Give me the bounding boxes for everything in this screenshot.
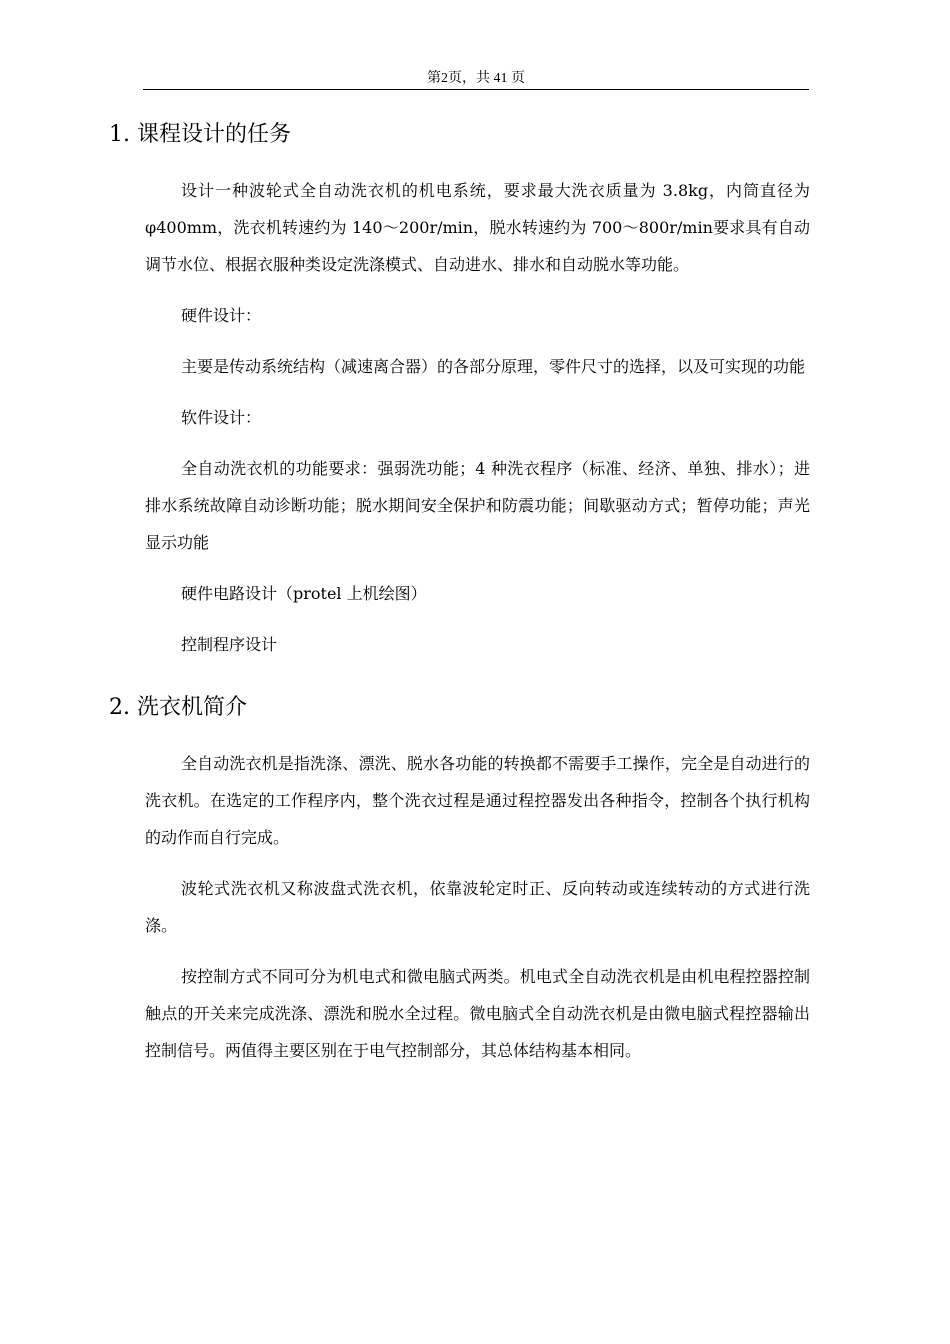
section-heading-intro: 2. 洗衣机简介 [109,695,247,720]
paragraph-software-label: 软件设计： [181,408,262,427]
paragraph-task-description: 设计一种波轮式全自动洗衣机的机电系统，要求最大洗衣质量为 3.8kg，内筒直径为φ400mm，洗衣机转速约为 140～200r/min，脱水转速约为 700～800r/min要求具有自动调节水位、根据衣服种类设定洗涤模式、自动进水、排水和自动脱水等功能。 [145,181,810,274]
page-header [143,71,809,90]
paragraph-control-program: 控制程序设计 [181,635,278,654]
page-number: 第2页，共 41 页 [427,71,525,86]
paragraph-intro-impeller: 波轮式洗衣机又称波盘式洗衣机，依靠波轮定时正、反向转动或连续转动的方式进行洗涤。 [145,879,810,935]
paragraph-circuit-design: 硬件电路设计（protel 上机绘图） [181,584,427,603]
paragraph-intro-control-types: 按控制方式不同可分为机电式和微电脑式两类。机电式全自动洗衣机是由机电程控器控制触点的开关来完成洗涤、漂洗和脱水全过程。微电脑式全自动洗衣机是由微电脑式程控器输出控制信号。两值得主要区别在于电气控制部分，其总体结构基本相同。 [145,967,810,1060]
document-body [109,112,810,1069]
section-heading-task: 1. 课程设计的任务 [109,122,291,147]
paragraph-hardware-description: 主要是传动系统结构（减速离合器）的各部分原理，零件尺寸的选择，以及可实现的功能 [181,357,806,376]
paragraph-intro-automatic: 全自动洗衣机是指洗涤、漂洗、脱水各功能的转换都不需要手工操作，完全是自动进行的洗衣机。在选定的工作程序内，整个洗衣过程是通过程控器发出各种指令，控制各个执行机构的动作而自行完成。 [145,754,810,847]
paragraph-software-requirements: 全自动洗衣机的功能要求：强弱洗功能；4 种洗衣程序（标准、经济、单独、排水）；进排水系统故障自动诊断功能；脱水期间安全保护和防震功能；间歇驱动方式；暂停功能；声光显示功能 [145,459,810,552]
paragraph-hardware-label: 硬件设计： [181,306,262,325]
